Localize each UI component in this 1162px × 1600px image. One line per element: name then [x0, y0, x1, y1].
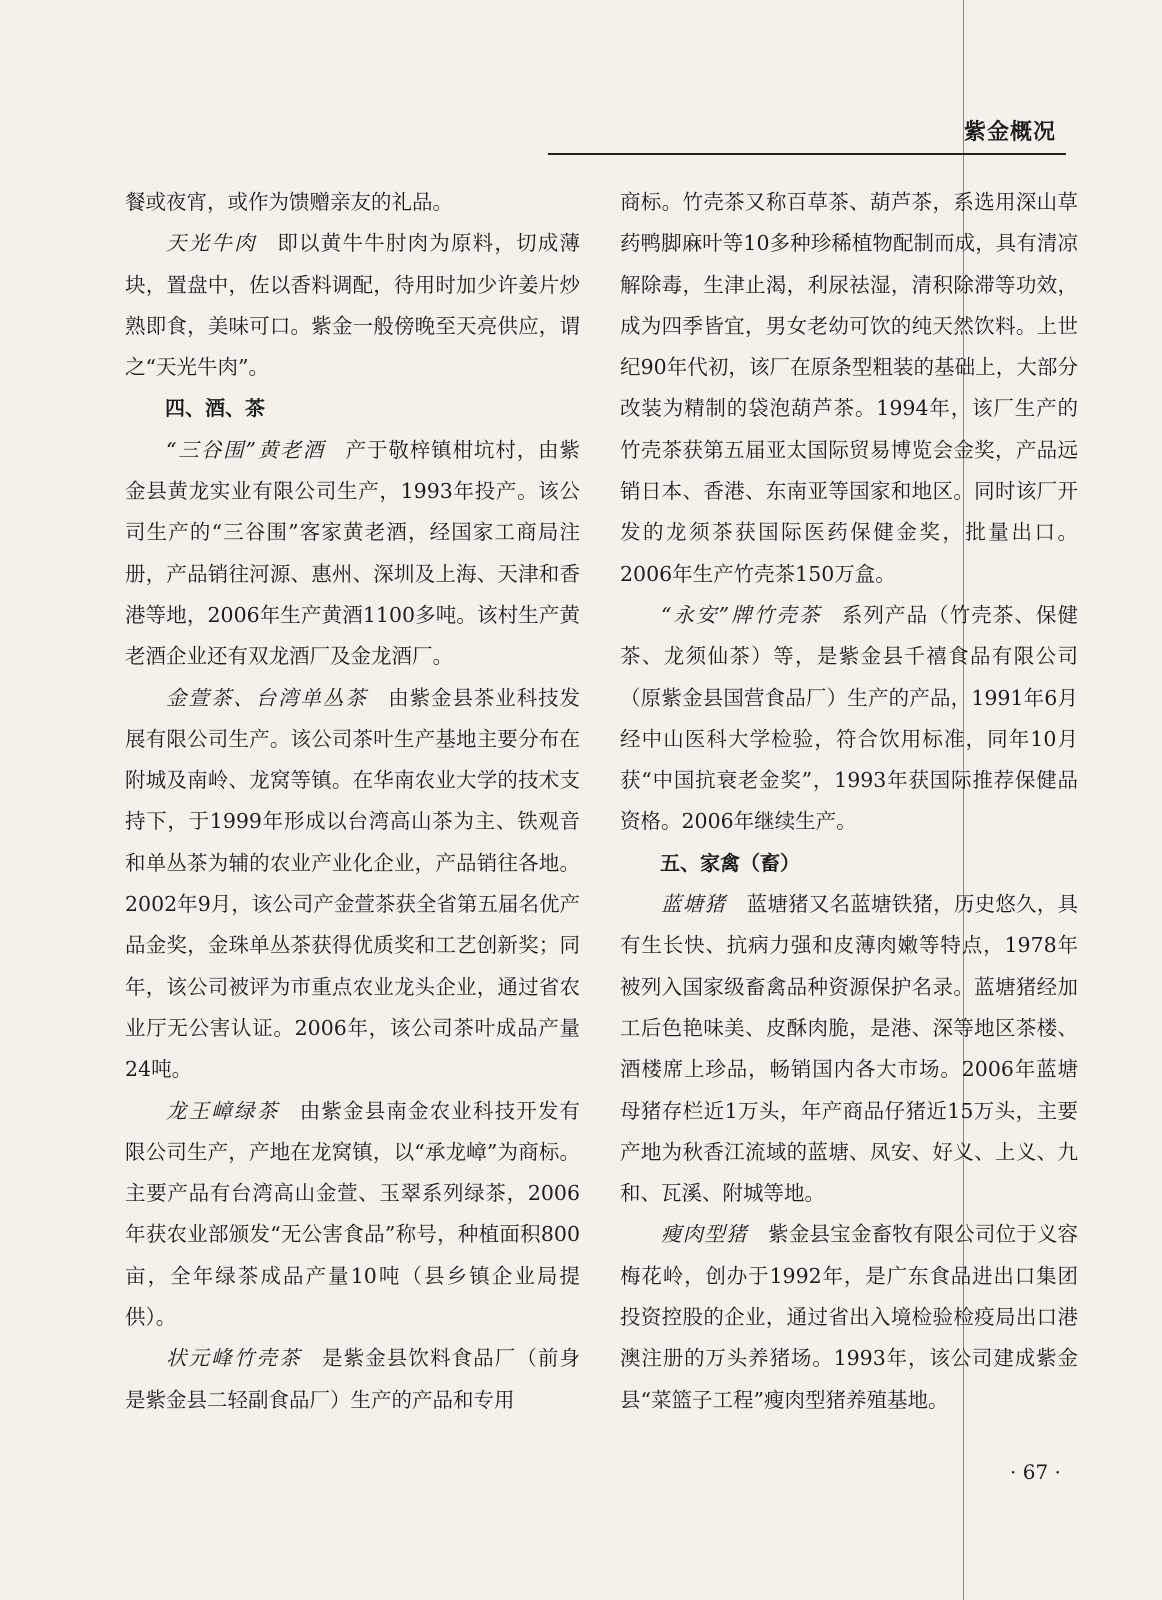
entry-text: 由紫金县茶业科技发展有限公司生产。该公司茶叶生产基地主要分布在附城及南岭、龙窝等镇。在华南农业大学的技术支持下，于1999年形成以台湾高山茶为主、铁观音和单丛茶为辅的农业产业化企业，产品销往各地。2002年9月，该公司产金萱茶获全省第五届名优产品金奖，金珠单丛茶获得优质奖和工艺创新奖；同年，该公司被评为市重点农业龙头企业，通过省农业厅无公害认证。2006年，该公司茶叶成品产量24吨。	[125, 685, 581, 1082]
paragraph	[125, 678, 580, 1091]
paragraph	[620, 1214, 1078, 1420]
paragraph	[125, 1091, 580, 1339]
paragraph: 餐或夜宵，或作为馈赠亲友的礼品。	[125, 190, 453, 214]
entry-text: 系列产品（竹壳茶、保健茶、龙须仙茶）等，是紫金县千禧食品有限公司（原紫金县国营食品厂）生产的产品，1991年6月经中山医科大学检验，符合饮用标准，同年10月获“中国抗衰老金奖”，1993年获国际推荐保健品资格。2006年继续生产。	[620, 602, 1078, 834]
entry-term: 状元峰竹壳茶	[166, 1346, 302, 1371]
entry-text: 紫金县宝金畜牧有限公司位于义容梅花岭，创办于1992年，是广东食品进出口集团投资控股的企业，通过省出入境检验检疫局出口港澳注册的万头养猪场。1993年，该公司建成紫金县“菜篮子工程”瘦肉型猪养殖基地。	[620, 1222, 1079, 1412]
entry-text: 蓝塘猪又名蓝塘铁猪，历史悠久，具有生长快、抗病力强和皮薄肉嫩等特点，1978年被列入国家级畜禽品种资源保护名录。蓝塘猪经加工后色艳味美、皮酥肉脆，是港、深等地区茶楼、酒楼席上珍品，畅销国内各大市场。2006年蓝塘母猪存栏近1万头，年产商品仔猪近15万头，主要产地为秋香江流域的蓝塘、凤安、好义、上义、九和、瓦溪、附城等地。	[620, 892, 1079, 1206]
left-column	[125, 182, 580, 1421]
entry-term: 天光牛肉	[166, 231, 257, 256]
entry-term: 金萱茶、台湾单丛茶	[166, 685, 368, 710]
right-column	[620, 182, 1078, 1421]
entry-text: 即以黄牛牛肘肉为原料，切成薄块，置盘中，佐以香料调配，待用时加少许姜片炒熟即食，美味可口。紫金一般傍晚至天亮供应，谓之“天光牛肉”。	[125, 231, 581, 380]
running-header: 紫金概况	[963, 120, 1056, 145]
section-heading: 五、家禽（畜）	[660, 850, 800, 875]
header-rule	[548, 153, 1066, 155]
paragraph: 商标。竹壳茶又称百草茶、葫芦茶，系选用深山草药鸭脚麻叶等10多种珍稀植物配制而成，具有清凉解除毒，生津止渴，利尿祛湿，清积除滞等功效，成为四季皆宜，男女老幼可饮的纯天然饮料。上世纪90年代初，该厂在原条型粗装的基础上，大部分改装为精制的袋泡葫芦茶。1994年，该厂生产的竹壳茶获第五届亚太国际贸易博览会金奖，产品远销日本、香港、东南亚等国家和地区。同时该厂开发的龙须茶获国际医药保健金奖，批量出口。2006年生产竹壳茶150万盒。	[620, 190, 1078, 586]
section-heading: 四、酒、茶	[165, 396, 265, 421]
page-number: · 67 ·	[1010, 1460, 1061, 1484]
entry-term: 龙王嶂绿茶	[166, 1098, 280, 1123]
paragraph	[125, 1338, 580, 1421]
entry-text: 是紫金县饮料食品厂（前身是紫金县二轻副食品厂）生产的产品和专用	[125, 1346, 581, 1412]
paragraph	[125, 223, 580, 388]
entry-text: 产于敬梓镇柑坑村，由紫金县黄龙实业有限公司生产，1993年投产。该公司生产的“三谷围”客家黄老酒，经国家工商局注册，产品销往河源、惠州、深圳及上海、天津和香港等地，2006年生产黄酒1100多吨。该村生产黄老酒企业还有双龙酒厂及金龙酒厂。	[125, 437, 580, 669]
entry-term: “永安”牌竹壳茶	[661, 602, 822, 627]
paragraph	[620, 884, 1078, 1214]
entry-term: “三谷围”黄老酒	[166, 437, 326, 462]
entry-term: 蓝塘猪	[661, 892, 727, 917]
paragraph	[125, 430, 580, 678]
entry-text: 由紫金县南金农业科技开发有限公司生产，产地在龙窝镇，以“承龙嶂”为商标。主要产品有台湾高山金萱、玉翠系列绿茶，2006年获农业部颁发“无公害食品”称号，种植面积800亩，全年绿茶成品产量10吨（县乡镇企业局提供）。	[125, 1098, 581, 1330]
entry-term: 瘦肉型猪	[661, 1222, 748, 1247]
paragraph	[620, 595, 1078, 843]
